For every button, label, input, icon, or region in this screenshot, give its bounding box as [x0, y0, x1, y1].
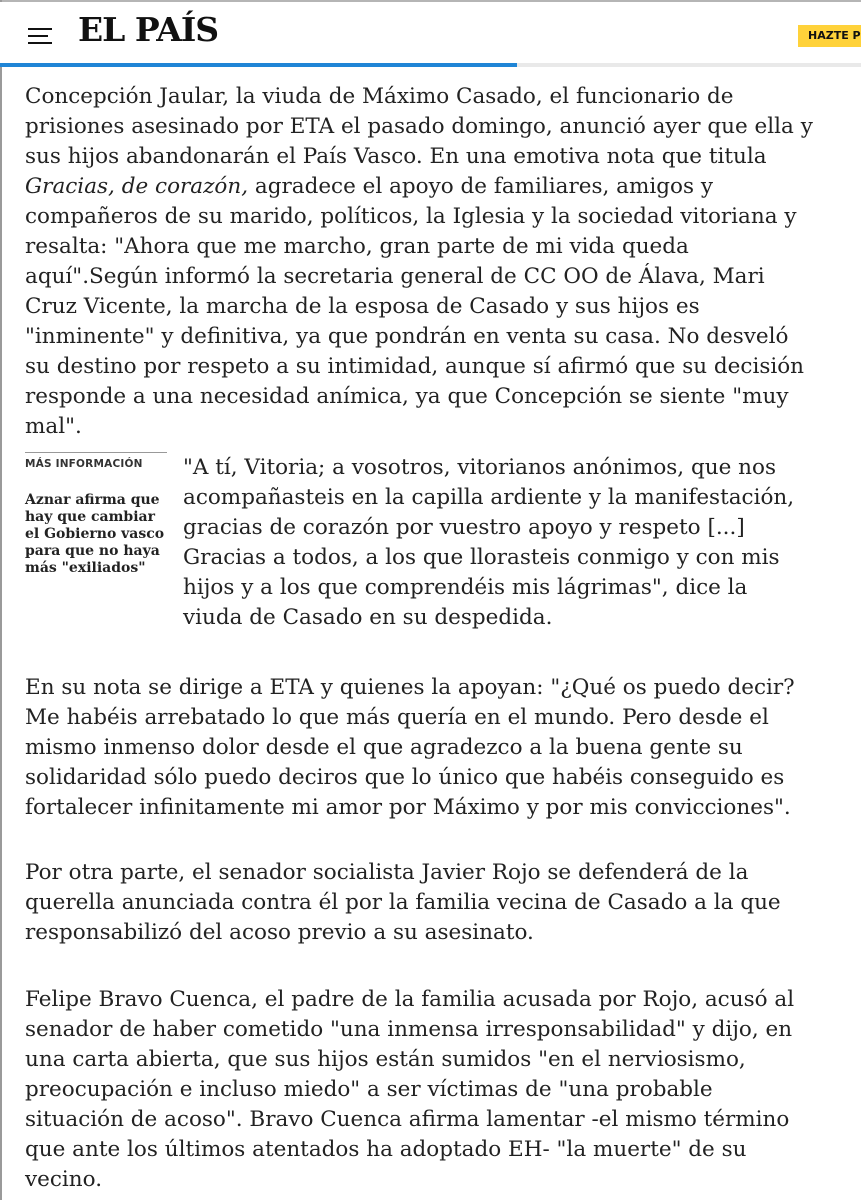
subscribe-button[interactable]: HAZTE P	[798, 25, 861, 47]
frame-left-border	[0, 0, 2, 1200]
more-info-link[interactable]: Aznar afirma que hay que cambiar el Gobierno vasco para que no haya más "exiliados"	[25, 492, 165, 576]
article-paragraph-1	[25, 82, 815, 442]
article-quote-paragraph: "A tí, Vitoria; a vosotros, vitorianos anónimos, que nos acompañasteis en la capilla ardiente y la manifestación, gracias de corazón por vuestro apoyo y respeto [...] Gracias a todos, a los que llorasteis conmigo y con mis hijos y a los que comprendéis mis lágrimas", dice la viuda de Casado en su despedida.	[183, 455, 795, 630]
site-logo[interactable]: EL PAÍS	[78, 10, 219, 49]
more-info-label: MÁS INFORMACIÓN	[25, 458, 143, 470]
site-header	[0, 2, 861, 64]
paragraph-1-text-b: agradece el apoyo de familiares, amigos y compañeros de su marido, políticos, la Iglesia y la sociedad vitoriana y resalta: "Ahora que me marcho, gran parte de mi vida queda aquí".Según informó la secretaria general de CC OO de Álava, Mari Cruz Vicente, la marcha de la esposa de Casado y sus hijos es "inminente" y definitiva, ya que pondrán en venta su casa. No desveló su destino por respeto a su intimidad, aunque sí afirmó que su decisión responde a una necesidad anímica, ya que Concepción se siente "muy mal".	[25, 174, 805, 439]
note-title: Gracias, de corazón,	[25, 174, 249, 199]
article-paragraph-4: Por otra parte, el senador socialista Javier Rojo se defenderá de la querella anunciada contra él por la familia vecina de Casado a la que responsabilizó del acoso previo a su asesinato.	[25, 860, 781, 945]
reading-progress-bar	[0, 63, 861, 67]
article-paragraph-5: Felipe Bravo Cuenca, el padre de la familia acusada por Rojo, acusó al senador de haber cometido "una inmensa irresponsabilidad" y dijo, en una carta abierta, que sus hijos están sumidos "en el nerviosismo, preocupación e incluso miedo" a ser víctimas de "una probable situación de acoso". Bravo Cuenca afirma lamentar -el mismo término que ante los últimos atentados ha adoptado EH- "la muerte" de su vecino.	[25, 987, 795, 1192]
article-paragraph-3: En su nota se dirige a ETA y quienes la apoyan: "¿Qué os puedo decir? Me habéis arrebatado lo que más quería en el mundo. Pero desde el mismo inmenso dolor desde el que agradezco a la buena gente su solidaridad sólo puedo deciros que lo único que habéis conseguido es fortalecer infinitamente mi amor por Máximo y por mis convicciones".	[25, 675, 795, 820]
hamburger-icon[interactable]	[28, 28, 52, 44]
paragraph-1-text-a: Concepción Jaular, la viuda de Máximo Casado, el funcionario de prisiones asesinado por ETA el pasado domingo, anunció ayer que ella y sus hijos abandonarán el País Vasco. En una emotiva nota que titula	[25, 84, 813, 169]
reading-progress-fill	[0, 63, 517, 67]
more-info-divider	[25, 452, 167, 453]
